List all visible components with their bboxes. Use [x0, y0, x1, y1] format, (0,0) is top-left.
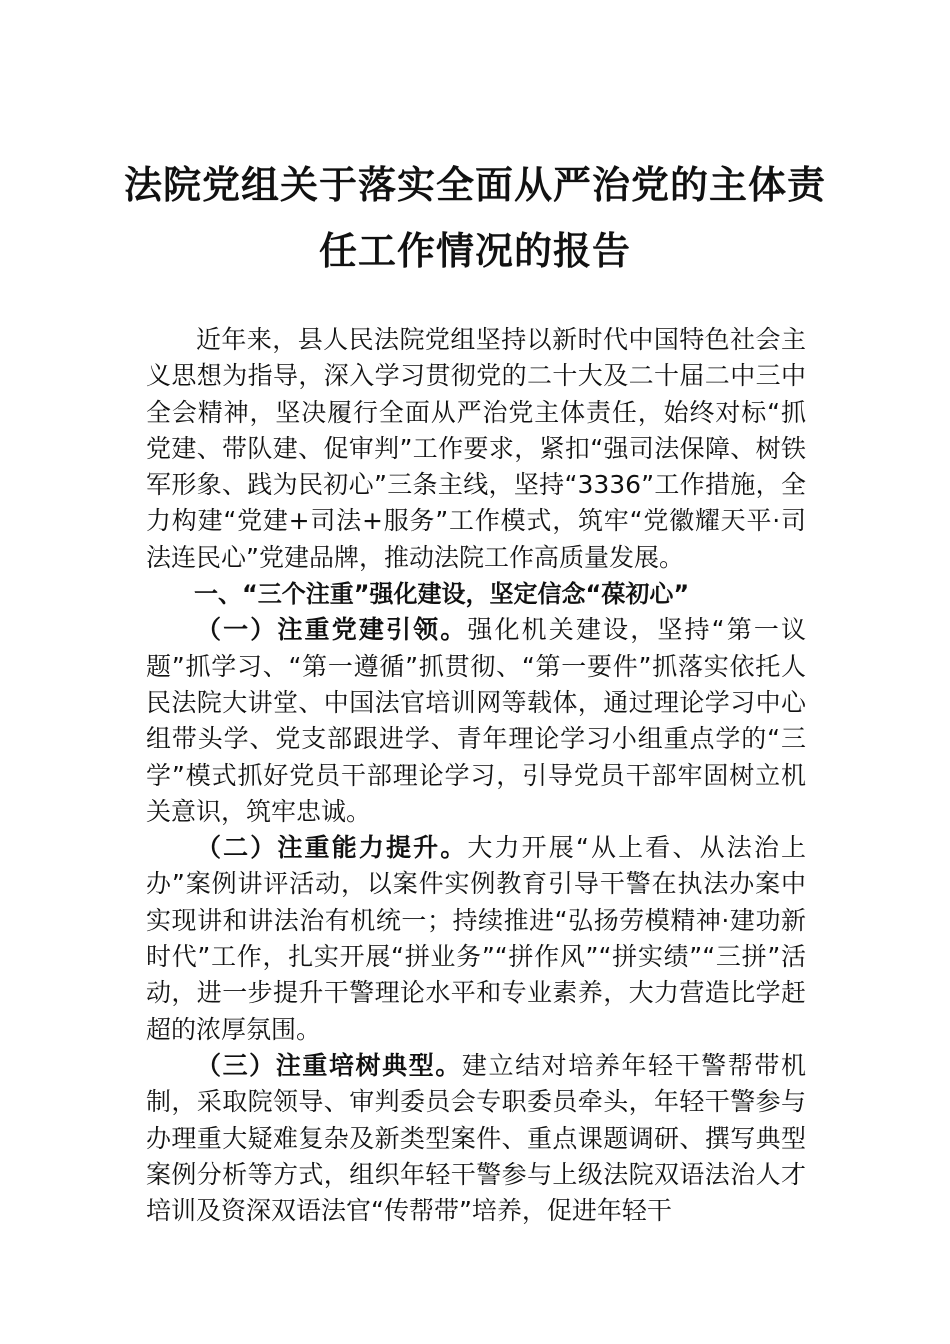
item-text: 大力开展“从上看、从法治上办”案例讲评活动，以案件实例教育引导干警在执法办案中实现讲和讲法治有机统一；持续推进“弘扬劳模精神·建功新时代”工作，扎实开展“拼业务”“拼作风”“拼实绩”“三拼”活动，进一步提升干警理论水平和专业素养，大力营造比学赶超的浓厚氛围。	[146, 833, 806, 1044]
item-text: 建立结对培养年轻干警帮带机制，采取院领导、审判委员会专职委员牵头，年轻干警参与办理重大疑难复杂及新类型案件、重点课题调研、撰写典型案例分析等方式，组织年轻干警参与上级法院双语法治人才培训及资深双语法官“传帮带”培养，促进年轻干	[146, 1050, 806, 1226]
item-lead: （一）注重党建引领。	[196, 615, 468, 645]
item-lead: （三）注重培树典型。	[196, 1050, 462, 1080]
item-text: 强化机关建设，坚持“第一议题”抓学习、“第一遵循”抓贯彻、“第一要件”抓落实依托人民法院大讲堂、中国法官培训网等载体，通过理论学习中心组带头学、党支部跟进学、青年理论学习小组重点学的“三学”模式抓好党员干部理论学习，引导党员干部牢固树立机关意识，筑牢忠诚。	[146, 615, 806, 826]
document-title-line-2: 任工作情况的报告	[318, 228, 631, 273]
section-heading: 一、“三个注重”强化建设，坚定信念“葆初心”	[194, 580, 690, 609]
document-body	[146, 322, 806, 1229]
document-title-line-1: 法院党组关于落实全面从严治党的主体责	[123, 162, 826, 207]
item-paragraph	[146, 612, 806, 830]
item-lead: （二）注重能力提升。	[196, 833, 468, 863]
intro-paragraph: 近年来，县人民法院党组坚持以新时代中国特色社会主义思想为指导，深入学习贯彻党的二十大及二十届二中三中全会精神，坚决履行全面从严治党主体责任，始终对标“抓党建、带队建、促审判”工作要求，紧扣“强司法保障、树铁军形象、践为民初心”三条主线，坚持“3336”工作措施，全力构建“党建+司法+服务”工作模式，筑牢“党徽耀天平·司法连民心”党建品牌，推动法院工作高质量发展。	[146, 325, 806, 572]
item-paragraph	[146, 830, 806, 1048]
item-paragraph	[146, 1048, 806, 1229]
